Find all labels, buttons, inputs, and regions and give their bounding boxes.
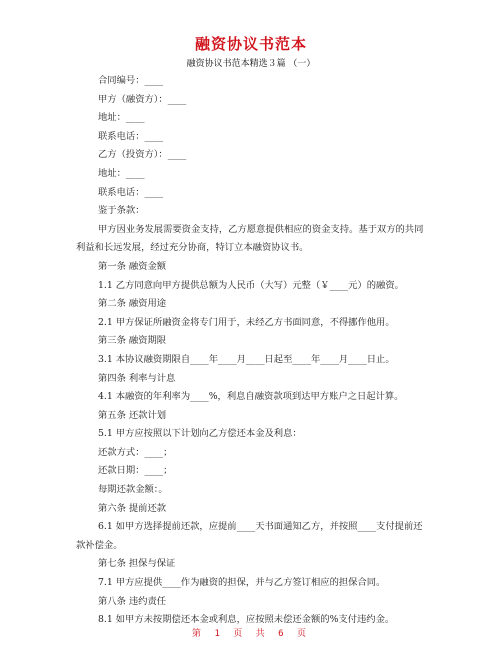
document-title: 融资协议书范本 — [194, 35, 307, 53]
document-subtitle: 融资协议书范本精选３篇 （一） — [186, 59, 316, 69]
article-3-heading: 第三条 融资期限 — [98, 335, 167, 347]
clause-6-1: 6.1 如甲方选择提前还款，应提前____天书面通知乙方，并按照____支付提前还款补偿金。 — [76, 521, 423, 551]
party-b-line: 乙方（投资方）：____ — [98, 149, 187, 161]
clause-4-1: 4.1 本融资的年利率为____%，利息自融资款项到达甲方账户之日起计算。 — [98, 391, 404, 403]
article-5-heading: 第五条 还款计划 — [98, 409, 167, 421]
clause-1-1: 1.1 乙方同意向甲方提供总额为人民币（大写）元整（￥____元）的融资。 — [98, 279, 404, 291]
clause-3-1: 3.1 本协议融资期限自____年____月____日起至____年____月____日止。 — [98, 353, 395, 365]
article-8-heading: 第八条 违约责任 — [98, 595, 167, 607]
repayment-date-line: 还款日期：____； — [98, 465, 173, 477]
article-7-heading: 第七条 担保与保证 — [98, 558, 176, 570]
party-a-address-line: 地址：____ — [98, 112, 145, 124]
clause-8-1: 8.1 如甲方未按期偿还本金或利息，应按照未偿还金额的%支付违约金。 — [98, 614, 395, 626]
recitals-paragraph: 甲方因业务发展需要资金支持，乙方愿意提供相应的资金支持。基于双方的共同利益和长远发展，经过充分协商，特订立本融资协议书。 — [76, 223, 424, 254]
page-footer: 第 1 页 共 6 页 — [192, 629, 310, 639]
article-1-heading: 第一条 融资金额 — [98, 260, 167, 272]
article-6-heading: 第六条 提前还款 — [98, 502, 167, 514]
clause-7-1: 7.1 甲方应提供____作为融资的担保，并与乙方签订相应的担保合同。 — [98, 577, 386, 589]
party-b-address-line: 地址：____ — [98, 167, 145, 179]
party-b-phone-line: 联系电话：____ — [98, 186, 164, 198]
clause-2-1: 2.1 甲方保证所融资金将专门用于，未经乙方书面同意，不得挪作他用。 — [98, 316, 395, 328]
repayment-method-line: 还款方式：____； — [98, 446, 173, 458]
party-a-line: 甲方（融资方）：____ — [98, 93, 187, 105]
party-a-phone-line: 联系电话：____ — [98, 130, 164, 142]
document-body — [76, 72, 431, 630]
clause-5-1: 5.1 甲方应按照以下计划向乙方偿还本金及利息： — [98, 428, 302, 440]
recitals-heading: 鉴于条款： — [98, 205, 145, 217]
contract-number-line: 合同编号：____ — [98, 75, 164, 86]
repayment-amount-line: 每期还款金额：。 — [98, 484, 168, 496]
article-2-heading: 第二条 融资用途 — [98, 298, 167, 310]
article-4-heading: 第四条 利率与计息 — [98, 372, 176, 384]
